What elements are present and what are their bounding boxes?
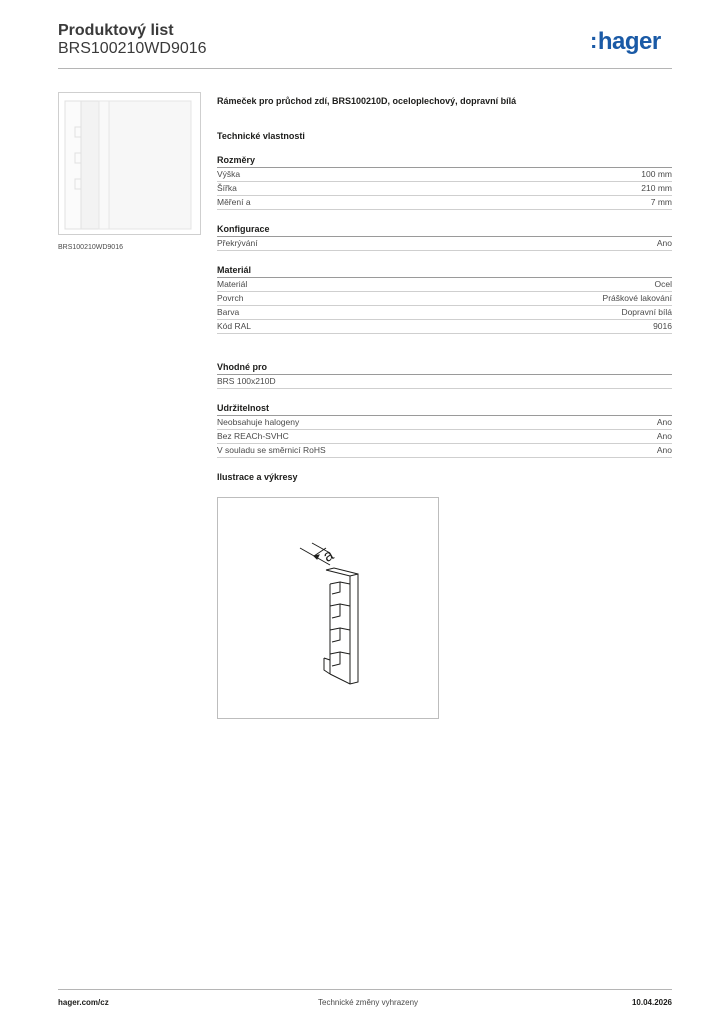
- dimension-label: a: [320, 546, 337, 566]
- frame-drawing-icon: [218, 498, 438, 718]
- spec-row: [217, 182, 672, 196]
- group-title: Vhodné pro: [217, 362, 672, 375]
- spec-label: Povrch: [217, 293, 244, 303]
- spec-row: [217, 292, 672, 306]
- spec-row: [217, 416, 672, 430]
- thumbnail-caption: BRS100210WD9016: [58, 244, 123, 251]
- product-code: BRS100210WD9016: [58, 40, 207, 57]
- spec-row: [217, 237, 672, 251]
- spec-row: [217, 168, 672, 182]
- footer-divider: [58, 989, 672, 990]
- frame-thumbnail-icon: [59, 93, 200, 234]
- spec-label: Šířka: [217, 183, 237, 193]
- header-divider: [58, 68, 672, 69]
- group-rozmery: [217, 155, 672, 210]
- spec-row: [217, 320, 672, 334]
- group-title: Konfigurace: [217, 224, 672, 237]
- illustration-drawing: [217, 497, 439, 719]
- logo-text: hager: [597, 28, 661, 55]
- spec-row: [217, 444, 672, 458]
- spec-label: Měření a: [217, 197, 251, 207]
- group-material: [217, 265, 672, 334]
- spec-row: [217, 196, 672, 210]
- product-details: [217, 96, 672, 482]
- footer-date: 10.04.2026: [631, 998, 672, 1007]
- spec-value: Ano: [656, 445, 672, 455]
- group-konfigurace: [217, 224, 672, 251]
- group-title: Materiál: [217, 265, 672, 278]
- spec-label: Bez REACh-SVHC: [217, 431, 289, 441]
- illustration-heading: Ilustrace a výkresy: [217, 472, 298, 482]
- spec-value: Práškové lakování: [602, 293, 672, 303]
- spec-row: [217, 306, 672, 320]
- spec-label: Neobsahuje halogeny: [217, 417, 300, 427]
- product-description: Rámeček pro průchod zdí, BRS100210D, oceloplechový, dopravní bílá: [217, 96, 517, 106]
- hager-logo: [590, 28, 661, 56]
- spec-value: Ano: [656, 238, 672, 248]
- spec-value: Dopravní bílá: [621, 307, 672, 317]
- spec-row: [217, 430, 672, 444]
- spec-value: 7 mm: [650, 197, 672, 207]
- footer-disclaimer: Technické změny vyhrazeny: [318, 998, 419, 1007]
- spec-value: Ano: [656, 417, 672, 427]
- logo-colon: :: [590, 28, 597, 53]
- spec-value: 210 mm: [641, 183, 672, 193]
- spec-label: Materiál: [217, 279, 248, 289]
- spec-row: [217, 278, 672, 292]
- group-vhodne-pro: [217, 362, 672, 389]
- group-title: Udržitelnost: [217, 403, 672, 416]
- spec-row: [217, 375, 672, 389]
- spec-value: Ocel: [654, 279, 672, 289]
- spacer: [217, 348, 672, 362]
- spec-value: Ano: [656, 431, 672, 441]
- group-title: Rozměry: [217, 155, 672, 168]
- group-udrzitelnost: [217, 403, 672, 458]
- tech-properties-heading: Technické vlastnosti: [217, 131, 305, 141]
- spec-value: 9016: [653, 321, 672, 331]
- footer-website-link[interactable]: hager.com/cz: [58, 998, 109, 1007]
- spec-label: Kód RAL: [217, 321, 252, 331]
- spec-label: Barva: [217, 307, 240, 317]
- product-thumbnail: [58, 92, 201, 235]
- spec-label: V souladu se směrnicí RoHS: [217, 445, 326, 455]
- spec-label: BRS 100x210D: [217, 376, 276, 386]
- spec-label: Výška: [217, 169, 241, 179]
- spec-label: Překrývání: [217, 238, 258, 248]
- spec-value: 100 mm: [641, 169, 672, 179]
- document-title: Produktový list: [58, 22, 174, 39]
